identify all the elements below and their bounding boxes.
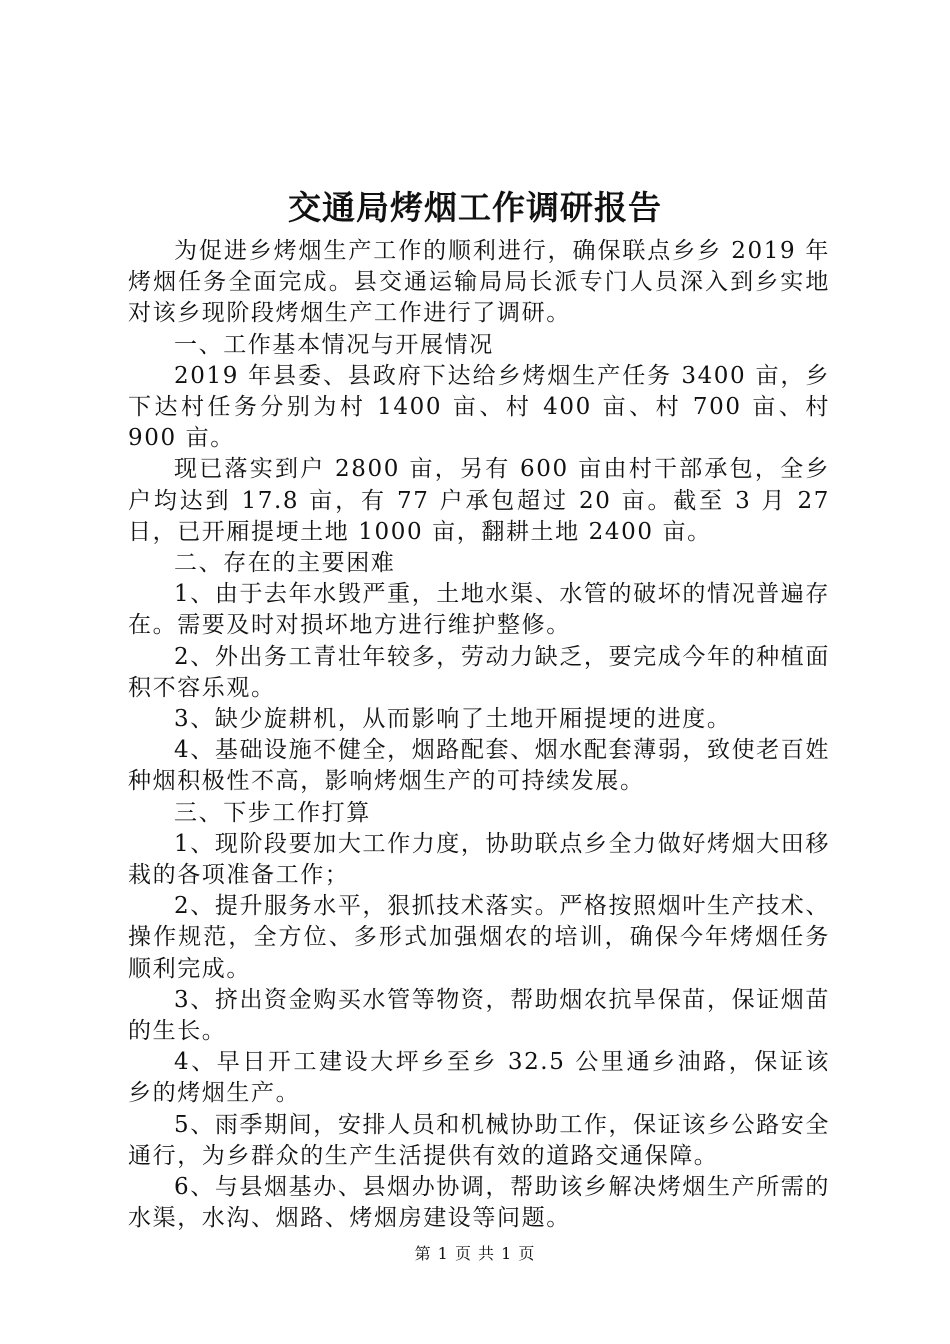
list-item: 3、缺少旋耕机，从而影响了土地开厢提埂的进度。 [174, 706, 732, 733]
section-heading-2: 二、存在的主要困难 [174, 550, 396, 577]
section-heading-1: 一、工作基本情况与开展情况 [174, 331, 494, 358]
list-item: 1、由于去年水毁严重，土地水渠、水管的破坏的情况普遍存在。需要及时对损坏地方进行维护整修。 [128, 581, 830, 639]
list-item: 4、基础设施不健全，烟路配套、烟水配套薄弱，致使老百姓种烟积极性不高，影响烤烟生产的可持续发展。 [128, 737, 830, 795]
intro-paragraph: 为促进乡烤烟生产工作的顺利进行，确保联点乡乡 2019 年烤烟任务全面完成。县交通运输局局长派专门人员深入到乡实地对该乡现阶段烤烟生产工作进行了调研。 [128, 238, 830, 327]
document-title: 交通局烤烟工作调研报告 [288, 188, 662, 227]
list-item: 3、挤出资金购买水管等物资，帮助烟农抗旱保苗，保证烟苗的生长。 [128, 986, 830, 1045]
paragraph: 2019 年县委、县政府下达给乡烤烟生产任务 3400 亩，乡下达村任务分别为村 1400 亩、村 400 亩、村 700 亩、村 900 亩。 [128, 362, 830, 452]
section-heading-3: 三、下步工作打算 [174, 799, 371, 826]
list-item: 4、早日开工建设大坪乡至乡 32.5 公里通乡油路，保证该乡的烤烟生产。 [128, 1049, 830, 1107]
list-item: 5、雨季期间，安排人员和机械协助工作，保证该乡公路安全通行，为乡群众的生产生活提供有效的道路交通保障。 [128, 1111, 830, 1169]
page-footer: 第 1 页 共 1 页 [414, 1244, 536, 1263]
document-body [128, 236, 830, 1235]
paragraph: 现已落实到户 2800 亩，另有 600 亩由村干部承包，全乡户均达到 17.8 亩，有 77 户承包超过 20 亩。截至 3 月 27 日，已开厢提埂土地 1000 亩，翻耕土地 2400 亩。 [128, 456, 830, 545]
list-item: 6、与县烟基办、县烟办协调，帮助该乡解决烤烟生产所需的水渠，水沟、烟路、烤烟房建设等问题。 [128, 1174, 830, 1232]
list-item: 1、现阶段要加大工作力度，协助联点乡全力做好烤烟大田移栽的各项准备工作； [128, 830, 830, 889]
list-item: 2、外出务工青壮年较多，劳动力缺乏，要完成今年的种植面积不容乐观。 [128, 643, 830, 701]
list-item: 2、提升服务水平，狠抓技术落实。严格按照烟叶生产技术、操作规范，全方位、多形式加强烟农的培训，确保今年烤烟任务顺利完成。 [128, 893, 830, 982]
